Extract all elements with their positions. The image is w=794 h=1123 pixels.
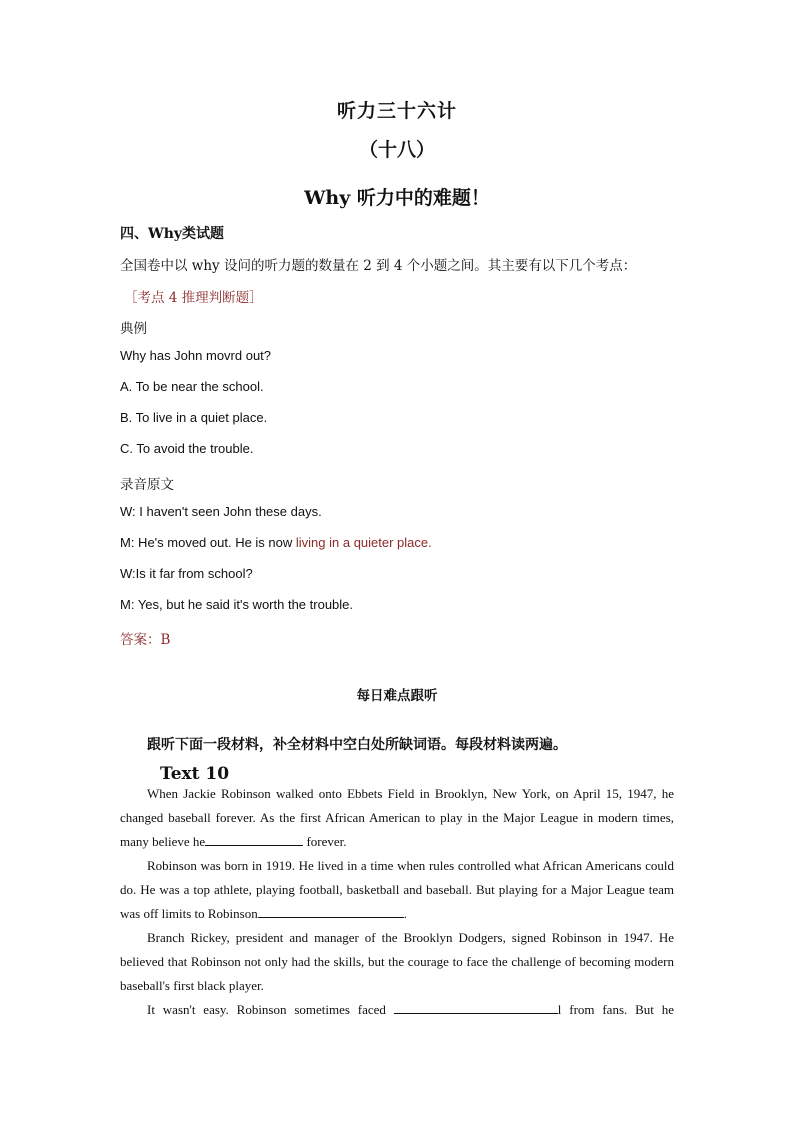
transcript-line-3: W:Is it far from school? [120,566,253,581]
answer-label: 答案： [120,632,161,648]
paragraph-1-text: When Jackie Robinson walked onto Ebbets Field in Brooklyn, New York, on April 15, 1947, he changed baseball forever. As the first African American to play in the Major League in modern times, many believe he [120,786,674,849]
transcript-line-1: W: I haven't seen John these days. [120,504,322,519]
passage [120,782,674,1022]
answer-value: B [160,632,171,648]
transcript-label: 录音原文 [120,477,174,493]
section-heading: 四、Why类试题 [120,226,225,242]
example-label: 典例 [120,321,147,337]
text-number: Text 10 [160,764,230,784]
question-text: Why has John movrd out? [120,348,272,363]
daily-instruction: 跟听下面一段材料，补全材料中空白处所缺词语。每段材料读两遍。 [147,737,567,753]
transcript-highlight: living in a quieter place. [295,535,432,550]
passage-paragraph-4 [120,998,674,1022]
fill-blank-1[interactable] [205,832,303,846]
answer-line [120,628,170,648]
paragraph-1-tail: forever. [303,834,347,849]
paragraph-2-text: Robinson was born in 1919. He lived in a time when rules controlled what African Americans could do. He was a top athlete, playing football, basketball and baseball. But playing for a Major League team was off limits to Robinson [120,858,674,921]
paragraph-4-text: It wasn't easy. Robinson sometimes faced [147,1002,394,1017]
paragraph-4-tail: l from fans. But he [557,1002,674,1017]
page-headline: Why 听力中的难题！ [304,187,490,209]
passage-paragraph-3: Branch Rickey, president and manager of the Brooklyn Dodgers, signed Robinson in 1947. He believed that Robinson not only had the skills, but the courage to face the challenge of becoming modern baseball's first black player. [120,930,674,993]
page-subtitle: （十八） [358,139,435,161]
option-c: C. To avoid the trouble. [120,441,254,456]
transcript-line-4: M: Yes, but he said it's worth the trouble. [120,597,354,612]
fill-blank-3[interactable] [394,1000,558,1014]
fill-blank-2[interactable] [258,904,404,918]
topic-tag: ［考点 4 推理判断题］ [124,290,263,306]
page-title: 听力三十六计 [336,100,457,122]
option-a: A. To be near the school. [120,379,264,394]
passage-paragraph-1 [120,782,674,854]
paragraph-2-tail: . [403,906,407,921]
daily-title: 每日难点跟听 [356,688,438,704]
option-b: B. To live in a quiet place. [120,410,268,425]
transcript-line-2 [120,535,432,550]
transcript-line-2-text: M: He's moved out. He is now [120,535,296,550]
section-intro: 全国卷中以 why 设问的听力题的数量在 2 到 4 个小题之间。其主要有以下几个考点： [120,258,637,274]
passage-paragraph-2 [120,854,674,926]
